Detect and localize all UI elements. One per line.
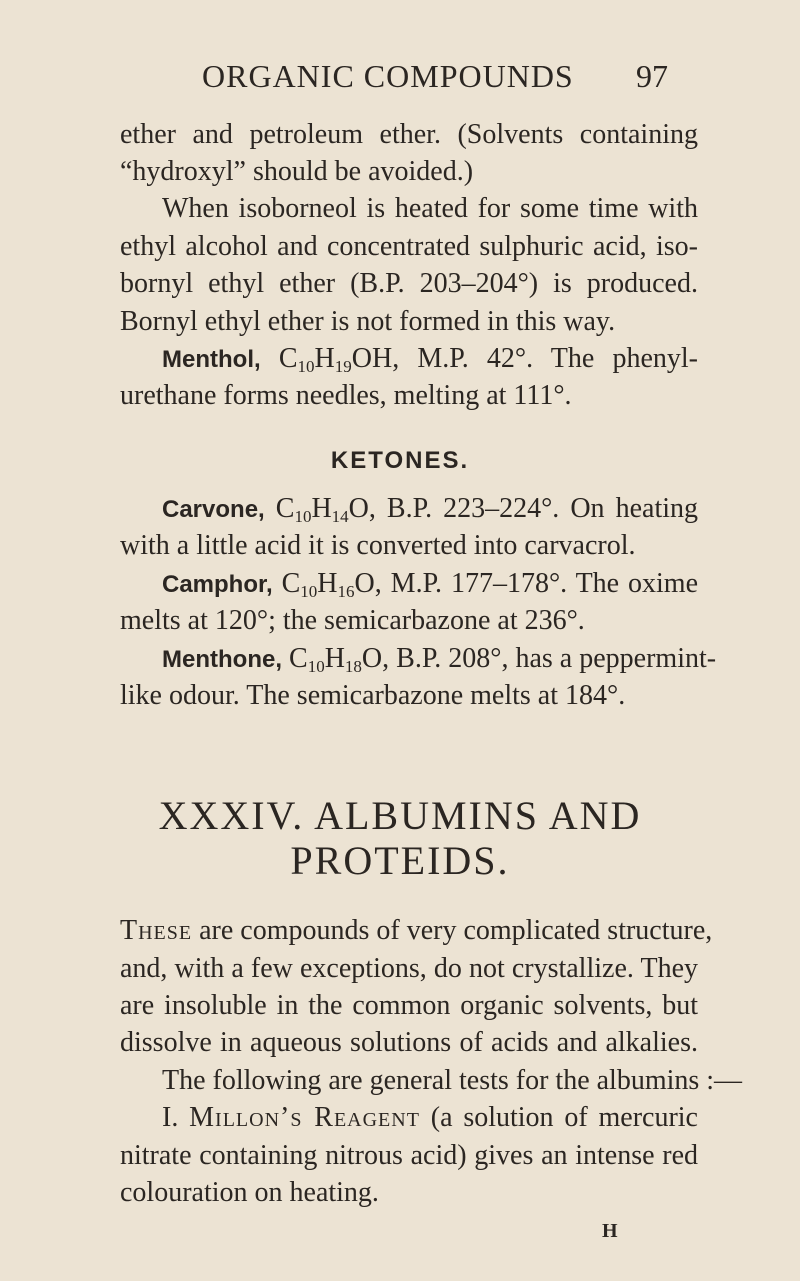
text-line-4: ethyl alcohol and concentrated sulphuric acid, iso- [120,231,698,262]
reagent-name: Millon’s Reagent [189,1102,420,1133]
text-line-18: dissolve in aqueous solutions of acids and alkalies. [120,1027,698,1058]
text-line-21: nitrate containing nitrous acid) gives an intense red [120,1140,698,1171]
menthone-entry: Menthone, $C_{10}H_{18}O$, B.P. 208°, has a peppermint- [162,643,717,676]
text-line-14: like odour. The semicarbazone melts at 184°. [120,680,626,711]
text-line-2: “hydroxyl” should be avoided.) [120,156,474,187]
text-line-12: melts at 120°; the semicarbazone at 236°. [120,605,585,636]
text-line-10: with a little acid it is converted into carvacrol. [120,530,636,561]
text-line-3: When isoborneol is heated for some time with [162,193,698,224]
text-line-5: bornyl ethyl ether (B.P. 203–204°) is produced. [120,268,698,299]
text-line-22: colouration on heating. [120,1177,379,1208]
text-line-6: Bornyl ethyl ether is not formed in this way. [120,306,616,337]
text-line-1: ether and petroleum ether. (Solvents containing [120,119,698,150]
text-line-19: The following are general tests for the albumins :— [162,1065,743,1096]
lead-word: These [120,915,193,946]
text-line-8: urethane forms needles, melting at 111°. [120,380,572,411]
compound-name: Carvone, [162,496,265,523]
text-line-17: are insoluble in the common organic solvents, but [120,990,698,1021]
camphor-entry: Camphor, $C_{10}H_{16}O$, M.P. 177–178°. The oxime [162,568,699,601]
millon-reagent-entry: I. Millon’s Reagent (a solution of mercuric [162,1102,698,1133]
albumins-intro: These are compounds of very complicated structure, [120,915,713,946]
compound-name: Menthol, [162,346,261,373]
compound-name: Menthone, [162,646,282,673]
chapter-title-line-2: PROTEIDS. [290,838,510,883]
page-number: 97 [636,58,668,94]
chapter-title-line-1: XXXIV. ALBUMINS AND [158,793,642,838]
menthol-entry: Menthol, $C_{10}H_{19}OH$, M.P. 42°. The phenyl- [162,343,698,376]
signature-mark: H [602,1220,618,1242]
running-title: ORGANIC COMPOUNDS [202,58,574,94]
carvone-entry: Carvone, $C_{10}H_{14}O$, B.P. 223–224°. On heating [162,493,699,526]
running-header [0,58,800,98]
text-line-16: and, with a few exceptions, do not crystallize. They [120,953,698,984]
compound-name: Camphor, [162,571,273,598]
section-heading-ketones: KETONES. [330,447,470,474]
